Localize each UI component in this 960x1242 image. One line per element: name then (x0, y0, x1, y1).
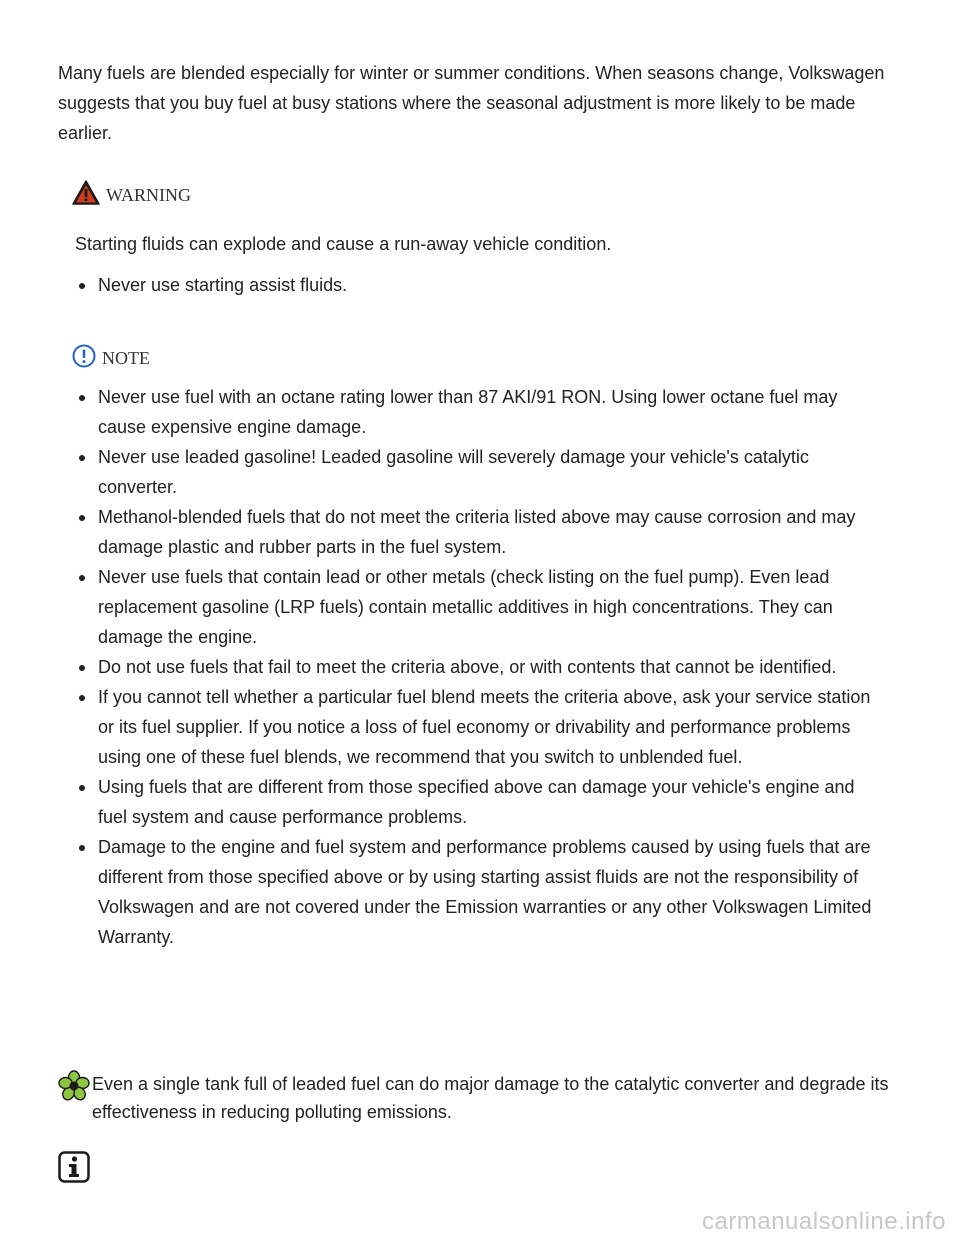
warning-triangle-icon (72, 180, 100, 210)
intro-paragraph: Many fuels are blended especially for winter or summer conditions. When seasons change, Volkswagen suggests that you buy fuel at busy stations where the seasonal adjustment is more likely to be made earlier. (58, 63, 885, 143)
warning-heading (72, 180, 191, 210)
environment-note-text: Even a single tank full of leaded fuel can do major damage to the catalytic converter and degrade its effectiveness in reducing polluting emissions. (92, 1074, 889, 1122)
warning-lead-text: Starting fluids can explode and cause a run-away vehicle condition. (75, 234, 612, 254)
environment-note (58, 1070, 918, 1126)
note-list-item: Never use leaded gasoline! Leaded gasoline will severely damage your vehicle's catalytic converter. (98, 442, 888, 502)
note-list-item: If you cannot tell whether a particular fuel blend meets the criteria above, ask your service station or its fuel supplier. If you notice a loss of fuel economy or drivability and performance problems using one of these fuel blends, we recommend that you switch to unblended fuel. (98, 682, 888, 772)
note-list-item: Never use fuel with an octane rating lower than 87 AKI/91 RON. Using lower octane fuel may cause expensive engine damage. (98, 382, 888, 442)
note-list (98, 382, 888, 952)
note-list-item: Never use fuels that contain lead or other metals (check listing on the fuel pump). Even lead replacement gasoline (LRP fuels) contain metallic additives in high concentrations. They can damage the engine. (98, 562, 888, 652)
note-list-item: Do not use fuels that fail to meet the criteria above, or with contents that cannot be identified. (98, 652, 888, 682)
note-list-item: Methanol-blended fuels that do not meet the criteria listed above may cause corrosion and may damage plastic and rubber parts in the fuel system. (98, 502, 888, 562)
info-icon (58, 1151, 90, 1188)
note-list-item: Using fuels that are different from those specified above can damage your vehicle's engine and fuel system and cause performance problems. (98, 772, 888, 832)
note-list-item: Damage to the engine and fuel system and performance problems caused by using fuels that are different from those specified above or by using starting assist fluids are not the responsibility of Volkswagen and are not covered under the Emission warranties or any other Volkswagen Limited Warranty. (98, 832, 888, 952)
flower-icon (58, 1070, 90, 1107)
note-title: NOTE (102, 348, 150, 368)
exclamation-circle-icon (72, 344, 96, 373)
warning-list-item: Never use starting assist fluids. (98, 270, 888, 300)
warning-list (98, 270, 888, 300)
note-heading (72, 344, 150, 373)
warning-title: WARNING (106, 184, 191, 205)
watermark: carmanualsonline.info (702, 1208, 946, 1235)
